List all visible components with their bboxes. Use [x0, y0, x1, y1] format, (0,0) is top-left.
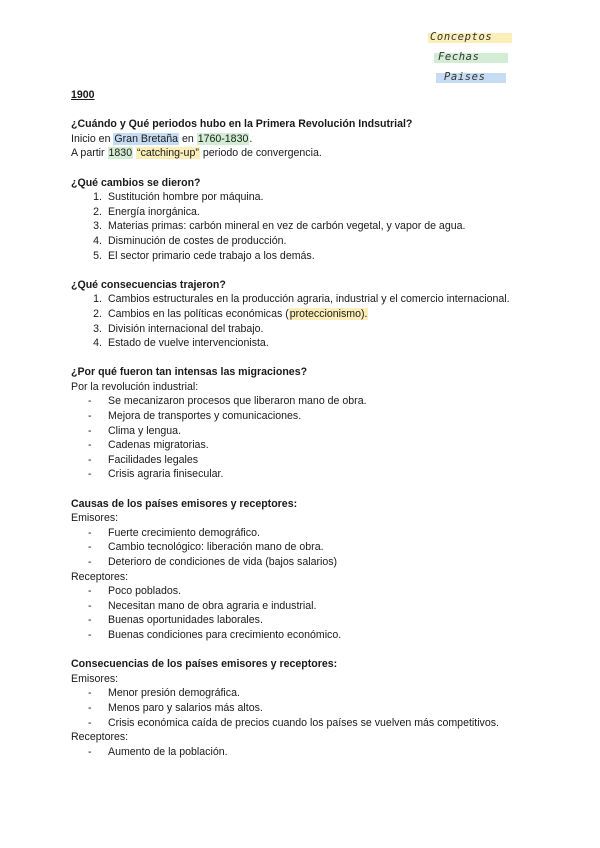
dash-list [71, 686, 571, 730]
list-item: 5. El sector primario cede trabajo a los demás. [93, 249, 315, 262]
list-item-text: Energía inorgánica. [108, 205, 200, 218]
section-consequences [71, 278, 571, 351]
list-item: - Clima y lengua. [88, 424, 182, 437]
document-body [71, 88, 571, 774]
highlight-concept: “catching-up” [137, 147, 199, 160]
text: . [249, 132, 253, 145]
list-item-text: Materias primas: carbón mineral en vez de carbón vegetal, y vapor de agua. [108, 220, 466, 233]
intro-text: Por la revolución industrial: [71, 380, 199, 393]
section-heading: ¿Cuándo y Qué periodos hubo en la Primera Revolución Indsutrial? [71, 118, 413, 131]
list-item-text: Deterioro de condiciones de vida (bajos salarios) [108, 556, 338, 568]
text-line [71, 132, 571, 147]
document-title: 1900 [71, 89, 95, 101]
list-item: - Menor presión demográfica. [88, 687, 240, 700]
highlight-date: 1760-1830 [197, 132, 249, 145]
numbered-list [71, 190, 571, 263]
list-item: 3. Materias primas: carbón mineral en vez de carbón vegetal, y vapor de agua. [93, 220, 466, 233]
list-item-text: Mejora de transportes y comunicaciones. [108, 410, 302, 423]
list-item: 3. División internacional del trabajo. [93, 322, 264, 335]
list-item-text: Cambio tecnológico: liberación mano de obra. [108, 541, 324, 554]
text-line [71, 146, 571, 161]
section-effects [71, 657, 571, 759]
subgroup-label: Receptores: [71, 731, 129, 744]
dash-list [71, 394, 571, 482]
section-causes [71, 497, 571, 643]
list-item: 4. Estado de vuelve intervencionista. [93, 337, 269, 350]
list-item-text: Cadenas migratorias. [108, 439, 209, 452]
text: A partir [71, 147, 108, 160]
list-item: - Cadenas migratorias. [88, 439, 209, 452]
section-heading: Causas de los países emisores y receptores: [71, 497, 298, 510]
numbered-list [71, 292, 571, 350]
list-item: 1. Sustitución hombre por máquina. [93, 191, 264, 204]
section-migrations [71, 365, 571, 482]
highlight-date: 1830 [108, 147, 133, 160]
list-item-text: Fuerte crecimiento demográfico. [108, 526, 260, 539]
section-heading: ¿Por qué fueron tan intensas las migraciones? [71, 366, 308, 379]
list-item-text: Menor presión demográfica. [108, 687, 240, 700]
list-item: 2. Energía inorgánica. [93, 205, 200, 218]
list-item-text: Sustitución hombre por máquina. [108, 191, 264, 204]
legend-label-concepts: Conceptos [430, 31, 493, 43]
legend-concepts [430, 31, 520, 44]
section-heading: ¿Qué consecuencias trajeron? [71, 278, 226, 291]
list-item: - Buenas oportunidades laborales. [88, 614, 263, 627]
list-item-text: Facilidades legales [108, 453, 199, 466]
list-item-text: Buenas oportunidades laborales. [108, 614, 263, 627]
legend-dates [438, 51, 520, 64]
dash-list [71, 526, 571, 570]
legend-countries [444, 71, 520, 84]
list-item-text: Aumento de la población. [108, 745, 228, 758]
subgroup-label: Emisores: [71, 512, 119, 525]
list-item-text: Crisis agraria finisecular. [108, 468, 224, 481]
section-heading: Consecuencias de los países emisores y receptores: [71, 658, 338, 671]
subgroup-label: Emisores: [71, 672, 119, 685]
list-item: - Facilidades legales [88, 453, 199, 466]
list-item-text: División internacional del trabajo. [108, 322, 264, 335]
list-item: 2. Cambios en las políticas económicas (proteccionismo). [93, 307, 368, 320]
list-item-text: Clima y lengua. [108, 424, 182, 437]
highlight-concept: proteccionismo). [289, 307, 368, 320]
list-item-text: Crisis económica caída de precios cuando los países se vuelven más competitivos. [108, 716, 499, 729]
list-item: 4. Disminución de costes de producción. [93, 234, 287, 247]
list-item-text: Disminución de costes de producción. [108, 234, 287, 247]
list-item-text: Necesitan mano de obra agraria e industrial. [108, 599, 317, 612]
legend-label-dates: Fechas [438, 51, 480, 63]
list-item-text: Buenas condiciones para crecimiento económico. [108, 628, 342, 641]
text: periodo de convergencia. [199, 147, 322, 160]
list-item: - Fuerte crecimiento demográfico. [88, 526, 260, 539]
highlight-legend [430, 31, 520, 91]
text: en [179, 132, 197, 145]
list-item: - Aumento de la población. [88, 745, 228, 758]
subgroup-label: Receptores: [71, 570, 129, 583]
list-item-text: Menos paro y salarios más altos. [108, 701, 263, 714]
list-item-text: Poco poblados. [108, 585, 182, 598]
list-item: - Necesitan mano de obra agraria e industrial. [88, 599, 317, 612]
list-item: 1. Cambios estructurales en la producción agraria, industrial y el comercio internacional. [93, 293, 510, 306]
list-item-text: Cambios en las políticas económicas ( [108, 307, 289, 320]
dash-list [71, 584, 571, 642]
list-item: - Menos paro y salarios más altos. [88, 701, 263, 714]
highlight-country: Gran Bretaña [114, 132, 179, 145]
section-changes [71, 176, 571, 264]
list-item: - Crisis económica caída de precios cuando los países se vuelven más competitivos. [88, 716, 499, 729]
list-item: - Crisis agraria finisecular. [88, 468, 224, 481]
section-heading: ¿Qué cambios se dieron? [71, 176, 201, 189]
list-item: - Mejora de transportes y comunicaciones. [88, 410, 302, 423]
legend-label-countries: Paises [444, 71, 486, 83]
list-item-text: El sector primario cede trabajo a los demás. [108, 249, 315, 262]
list-item: - Se mecanizaron procesos que liberaron mano de obra. [88, 395, 367, 408]
list-item-text: Estado de vuelve intervencionista. [108, 337, 269, 350]
dash-list [71, 745, 571, 760]
list-item: - Cambio tecnológico: liberación mano de obra. [88, 541, 324, 554]
list-item-text: Se mecanizaron procesos que liberaron mano de obra. [108, 395, 367, 408]
list-item-text: Cambios estructurales en la producción agraria, industrial y el comercio internacional. [108, 293, 510, 306]
list-item: - Buenas condiciones para crecimiento económico. [88, 628, 342, 641]
section-periods [71, 117, 571, 161]
list-item: - Poco poblados. [88, 585, 182, 598]
list-item: - Deterioro de condiciones de vida (bajos salarios) [88, 556, 338, 568]
text: Inicio en [71, 132, 114, 145]
